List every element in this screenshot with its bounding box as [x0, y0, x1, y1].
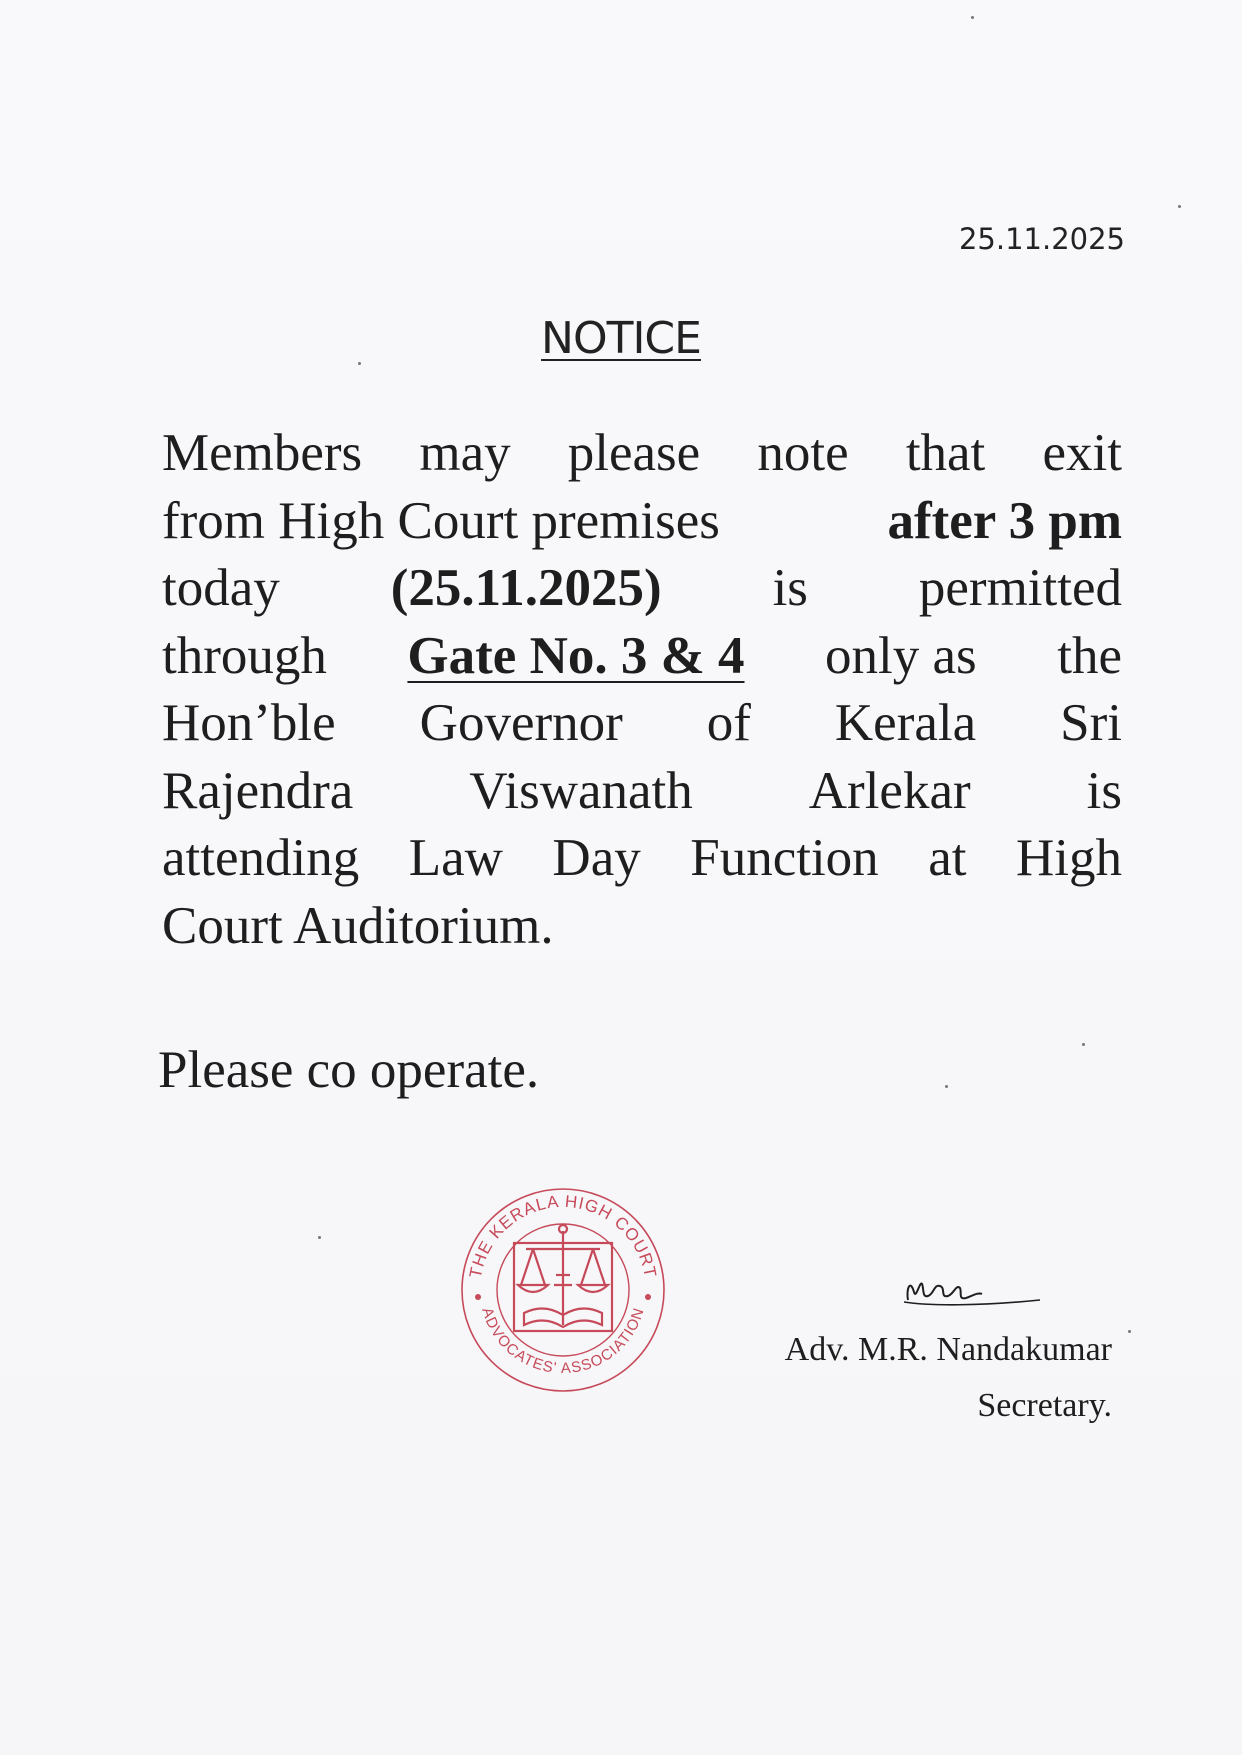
scan-speck	[1128, 1330, 1131, 1333]
body-segment: the	[1057, 626, 1122, 685]
scan-speck	[1082, 1043, 1085, 1046]
body-segment: is	[772, 559, 808, 617]
body-line	[162, 690, 1122, 758]
body-segment: that	[905, 424, 986, 482]
seal-dot-right	[645, 1294, 651, 1300]
body-segment: Viswanath	[469, 761, 693, 820]
signer-title: Secretary.	[977, 1387, 1112, 1424]
notice-date: 25.11.2025	[958, 222, 1125, 256]
body-segment: today	[162, 559, 280, 617]
body-segment: exit	[1042, 424, 1122, 482]
scan-speck	[971, 16, 974, 19]
notice-title-text: NOTICE	[541, 313, 701, 364]
scan-speck	[318, 1236, 321, 1239]
scan-speck	[945, 1085, 948, 1088]
body-segment: Hon’ble	[162, 694, 336, 752]
body-segment: after 3 pm	[887, 491, 1122, 550]
body-segment: is	[1086, 761, 1122, 820]
signer-name: Adv. M.R. Nandakumar	[784, 1331, 1112, 1368]
seal-top-text: THE KERALA HIGH COURT	[465, 1191, 661, 1280]
body-segment: Kerala	[834, 694, 977, 752]
body-segment: permitted	[918, 559, 1122, 617]
body-segment: Governor	[419, 694, 623, 752]
seal-bottom-text: ADVOCATES' ASSOCIATION	[478, 1305, 648, 1378]
body-segment: Gate No. 3 & 4	[407, 626, 745, 685]
body-segment: of	[706, 694, 751, 752]
body-segment: Law	[408, 829, 503, 887]
body-segment: through	[162, 626, 327, 685]
body-segment: Court Auditorium.	[162, 896, 554, 955]
body-segment: note	[757, 424, 849, 482]
body-segment: at	[928, 829, 967, 887]
body-line	[162, 555, 1122, 623]
body-segment: attending	[162, 829, 360, 887]
body-line	[162, 758, 1122, 826]
body-line	[162, 825, 1122, 893]
body-segment: (25.11.2025)	[390, 559, 662, 617]
body-line	[162, 623, 1122, 691]
body-segment: Members	[162, 424, 363, 482]
body-segment: High	[1015, 829, 1122, 887]
body-segment: from High Court premises	[162, 491, 720, 550]
notice-body	[162, 420, 1122, 960]
scan-speck	[1178, 205, 1181, 208]
association-seal	[458, 1185, 668, 1395]
notice-title	[0, 313, 1242, 364]
body-segment: Rajendra	[162, 761, 354, 820]
body-line	[162, 893, 1122, 961]
signature	[900, 1270, 1045, 1320]
body-segment: Day	[552, 829, 641, 887]
body-segment: Arlekar	[808, 761, 971, 820]
closing-line: Please co operate.	[158, 1041, 540, 1099]
body-segment: may	[419, 424, 511, 482]
body-line	[162, 488, 1122, 556]
scan-speck	[358, 362, 361, 365]
body-segment: Sri	[1060, 694, 1122, 752]
body-segment: only as	[825, 626, 977, 685]
signer-block	[785, 1322, 1112, 1434]
body-segment: Function	[690, 829, 879, 887]
body-line	[162, 420, 1122, 488]
body-segment: please	[567, 424, 701, 482]
seal-dot-left	[475, 1294, 481, 1300]
scales-of-justice-icon	[514, 1225, 612, 1331]
